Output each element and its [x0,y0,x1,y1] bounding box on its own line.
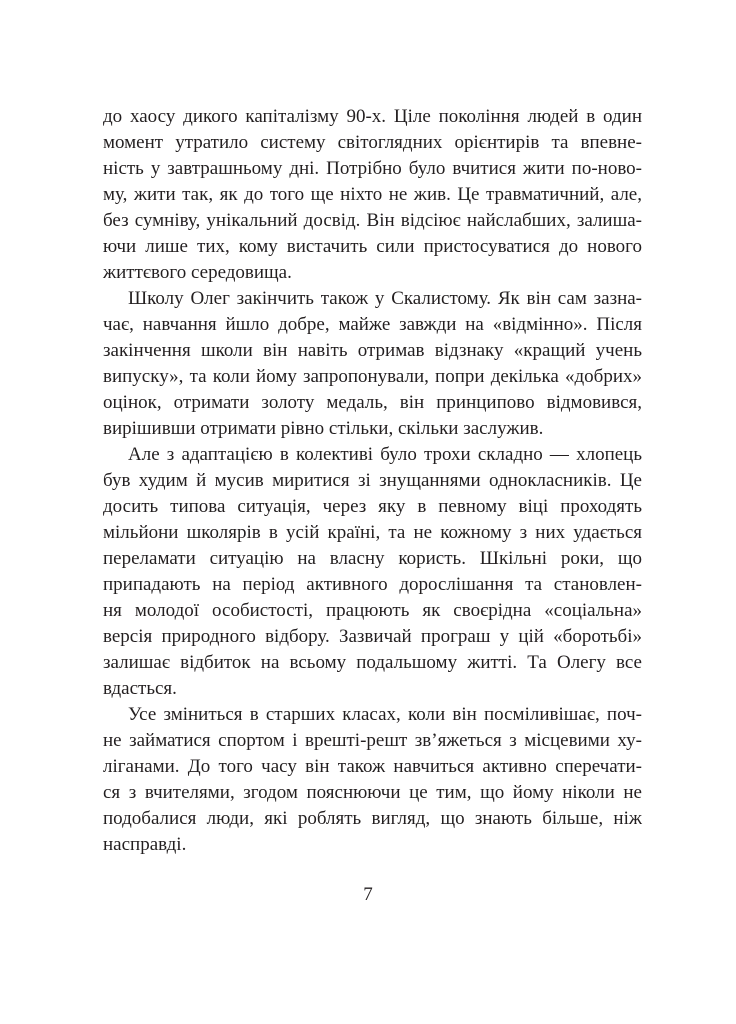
text-line: мільйони школярів в усій країні, та не кожному з них удається [103,522,642,543]
text-line: Усе зміниться в старших класах, коли він посміливішає, поч- [128,704,642,725]
text-line: залишає відбиток на всьому подальшому житті. Та Олегу все [103,652,642,673]
text-line: Але з адаптацією в колективі було трохи складно — хлопець [128,444,642,465]
text-line: закінчення школи він навіть отримав відзнаку «кращий учень [103,340,642,361]
text-line: версія природного відбору. Зазвичай програш у цій «боротьбі» [103,626,642,647]
text-line: ліганами. До того часу він також навчиться активно сперечати- [103,756,642,777]
text-line: ючи лише тих, кому вистачить сили пристосуватися до нового [103,236,642,257]
text-line: випуску», та коли йому запропонували, попри декілька «добрих» [103,366,642,387]
page-number: 7 [363,884,373,905]
text-line: припадають на період активного дорослішання та становлен- [103,574,642,595]
paragraph [103,104,642,286]
text-line: му, жити так, як до того ще ніхто не жив. Це травматичний, але, [103,184,642,205]
text-line: до хаосу дикого капіталізму 90-х. Ціле покоління людей в один [103,106,642,127]
paragraph [103,442,642,702]
text-line: подобалися люди, які роблять вигляд, що знають більше, ніж [103,808,642,829]
text-line: чає, навчання йшло добре, майже завжди на «відмінно». Після [103,314,642,335]
body-text [103,104,642,858]
paragraph [103,286,642,442]
text-line: вдасться. [103,678,177,699]
text-line: ня молодої особистості, працюють як своєрідна «соціальна» [103,600,642,621]
text-line: Школу Олег закінчить також у Скалистому. Як він сам зазна- [128,288,642,309]
text-line: переламати ситуацію на власну користь. Шкільні роки, що [103,548,642,569]
text-line: насправді. [103,834,187,855]
text-line: не займатися спортом і врешті-решт зв’яжеться з місцевими ху- [103,730,642,751]
text-line: оцінок, отримати золоту медаль, він принципово відмовився, [103,392,642,413]
text-line: життєвого середовища. [103,262,292,283]
text-line: момент утратило систему світоглядних орієнтирів та впевне- [103,132,642,153]
text-line: досить типова ситуація, через яку в певному віці проходять [103,496,642,517]
text-line: вирішивши отримати рівно стільки, скільки заслужив. [103,418,544,439]
text-line: був худим й мусив миритися зі знущаннями однокласників. Це [103,470,642,491]
text-line: ся з вчителями, згодом пояснюючи це тим, що йому ніколи не [103,782,642,803]
text-line: ність у завтрашньому дні. Потрібно було вчитися жити по-ново- [103,158,642,179]
paragraph [103,702,642,858]
text-line: без сумніву, унікальний досвід. Він відсіює найслабших, залиша- [103,210,642,231]
